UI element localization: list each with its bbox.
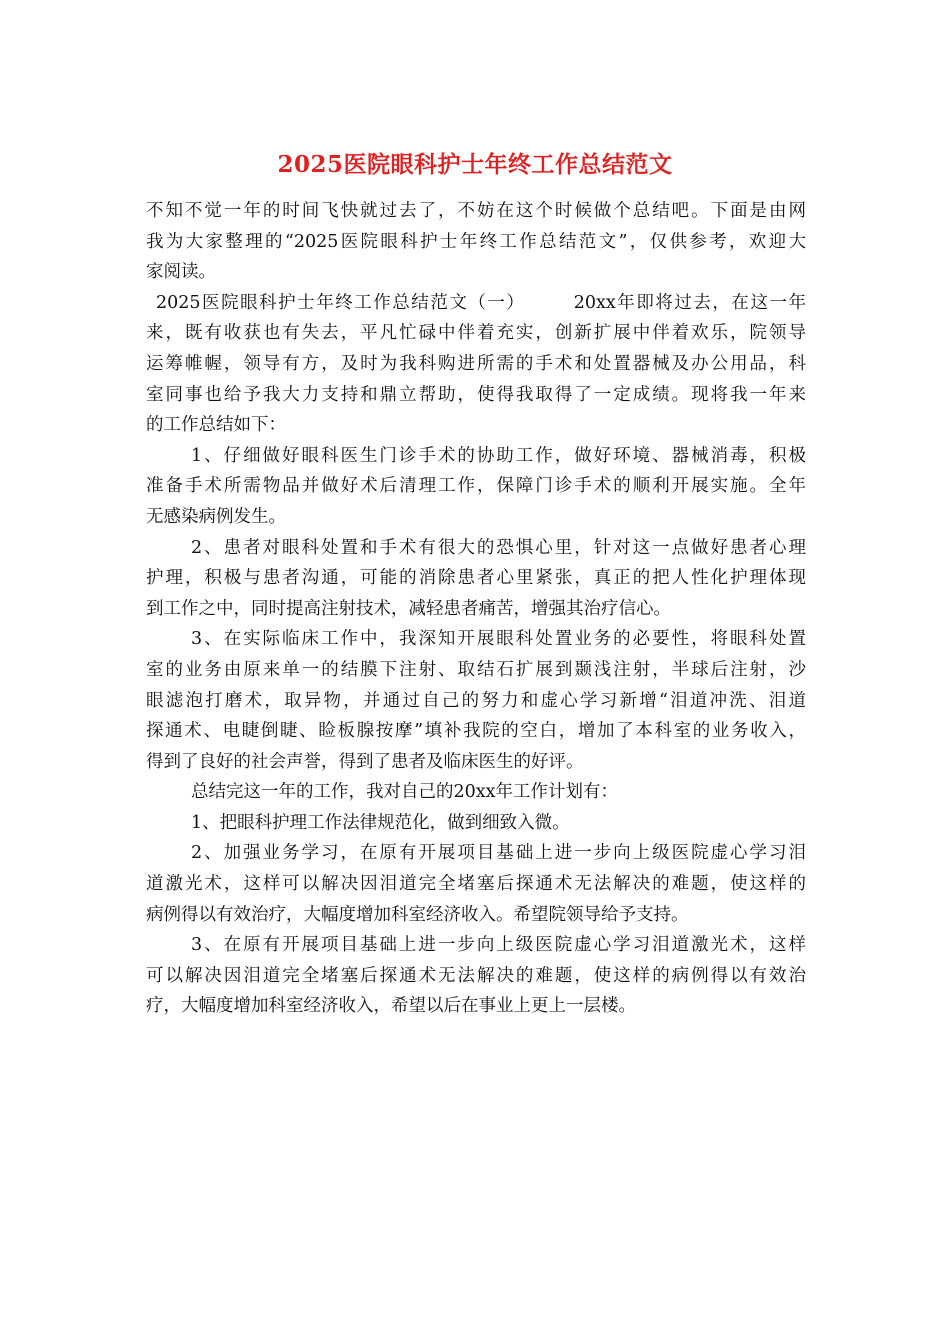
text-line: 3、在实际临床工作中，我深知开展眼科处置业务的必要性，将眼科处置 [191, 629, 806, 650]
text-line: 无感染病例发生。 [146, 506, 286, 527]
text-line: 的工作总结如下： [146, 415, 286, 436]
text-line: 来，既有收获也有失去，平凡忙碌中伴着充实，创新扩展中伴着欢乐，院领导 [146, 323, 806, 344]
text-line: 2025医院眼科护士年终工作总结范文（一） 20xx年即将过去，在这一年 [156, 292, 806, 313]
text-line: 室同事也给予我大力支持和鼎立帮助，使得我取得了一定成绩。现将我一年来 [146, 384, 806, 405]
text-line: 探通术、电睫倒睫、睑板腺按摩”填补我院的空白，增加了本科室的业务收入， [146, 721, 806, 742]
text-line: 到工作之中，同时提高注射技术，减轻患者痛苦，增强其治疗信心。 [146, 598, 671, 619]
text-line: 病例得以有效治疗，大幅度增加科室经济收入。希望院领导给予支持。 [146, 904, 689, 925]
text-line: 总结完这一年的工作，我对自己的20xx年工作计划有： [191, 782, 619, 803]
text-line: 不知不觉一年的时间飞快就过去了，不妨在这个时候做个总结吧。下面是由网 [146, 201, 806, 221]
text-line: 疗，大幅度增加科室经济收入，希望以后在事业上更上一层楼。 [146, 996, 636, 1017]
text-line: 运筹帷幄，领导有方，及时为我科购进所需的手术和处置器械及办公用品，科 [146, 353, 806, 374]
text-line: 我为大家整理的“2025医院眼科护士年终工作总结范文”，仅供参考，欢迎大 [146, 231, 806, 252]
text-line: 室的业务由原来单一的结膜下注射、取结石扩展到颞浅注射，半球后注射，沙 [146, 659, 806, 680]
text-line: 1、把眼科护理工作法律规范化，做到细致入微。 [191, 812, 570, 833]
document-title: 2025医院眼科护士年终工作总结范文 [277, 151, 673, 178]
text-line: 1、仔细做好眼科医生门诊手术的协助工作，做好环境、器械消毒，积极 [191, 445, 806, 466]
text-line: 得到了良好的社会声誉，得到了患者及临床医生的好评。 [146, 751, 584, 772]
text-line: 家阅读。 [146, 262, 216, 283]
text-line: 护理，积极与患者沟通，可能的消除患者心里紧张，真正的把人性化护理体现 [146, 568, 806, 589]
text-line: 2、加强业务学习，在原有开展项目基础上进一步向上级医院虚心学习泪 [191, 843, 806, 864]
text-line: 2、患者对眼科处置和手术有很大的恐惧心里，针对这一点做好患者心理 [191, 537, 806, 558]
text-line: 道激光术，这样可以解决因泪道完全堵塞后探通术无法解决的难题，使这样的 [146, 874, 806, 895]
text-line: 可以解决因泪道完全堵塞后探通术无法解决的难题，使这样的病例得以有效治 [146, 965, 806, 986]
text-line: 准备手术所需物品并做好术后清理工作，保障门诊手术的顺利开展实施。全年 [146, 476, 806, 497]
text-line: 3、在原有开展项目基础上进一步向上级医院虚心学习泪道激光术，这样 [191, 935, 806, 956]
document-body [146, 196, 806, 1022]
text-line: 眼滤泡打磨术，取异物，并通过自己的努力和虚心学习新增“泪道冲洗、泪道 [146, 690, 806, 711]
